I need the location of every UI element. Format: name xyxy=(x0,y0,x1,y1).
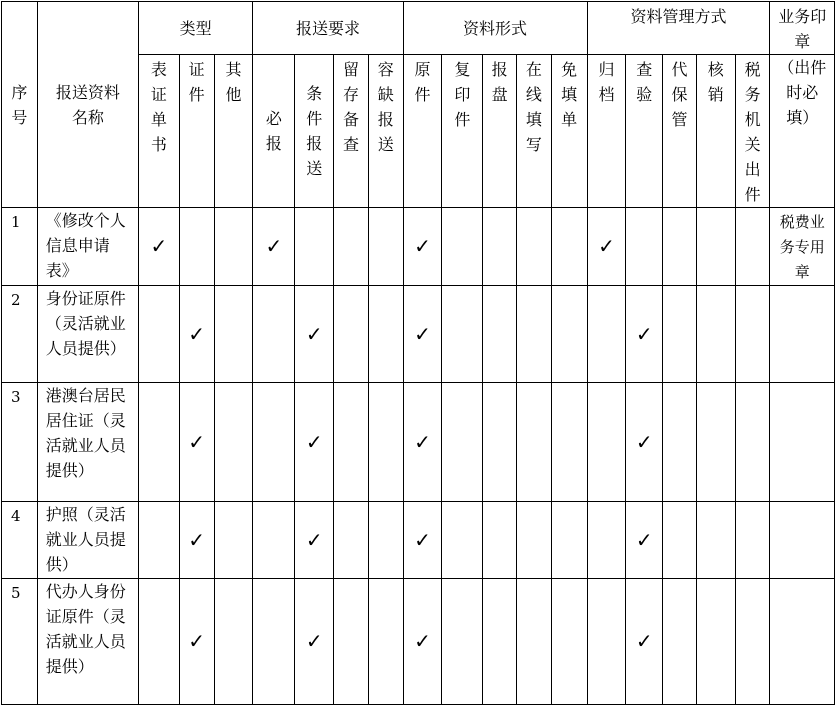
header-col-online: 在线填写 xyxy=(517,55,552,208)
header-req-group: 报送要求 xyxy=(253,2,403,55)
row-name: 代办人身份证原件（灵活就业人员提供） xyxy=(37,579,138,705)
check-mark: ✓ xyxy=(403,286,442,383)
check-mark: ✓ xyxy=(179,383,214,502)
header-type-group: 类型 xyxy=(138,2,252,55)
table-row xyxy=(2,502,835,579)
header-col-retain: 留存备查 xyxy=(334,55,369,208)
check-mark: ✓ xyxy=(179,579,214,705)
header-seq: 序号 xyxy=(2,2,38,208)
header-col-original: 原件 xyxy=(403,55,442,208)
materials-table xyxy=(1,1,835,705)
check-mark: ✓ xyxy=(587,208,626,286)
check-mark: ✓ xyxy=(295,502,334,579)
row-stamp xyxy=(770,579,835,705)
check-mark: ✓ xyxy=(138,208,179,286)
check-mark: ✓ xyxy=(179,286,214,383)
table-row xyxy=(2,208,835,286)
header-col-nofill: 免填单 xyxy=(551,55,587,208)
check-mark: ✓ xyxy=(626,286,663,383)
header-col-required: 必报 xyxy=(253,55,295,208)
check-mark: ✓ xyxy=(295,383,334,502)
check-mark: ✓ xyxy=(403,502,442,579)
table-row xyxy=(2,579,835,705)
header-col-certificate: 证件 xyxy=(179,55,214,208)
row-name: 《修改个人信息申请表》 xyxy=(37,208,138,286)
row-name: 身份证原件（灵活就业人员提供） xyxy=(37,286,138,383)
check-mark: ✓ xyxy=(403,383,442,502)
row-seq: 4 xyxy=(2,502,38,579)
header-col-copy: 复印件 xyxy=(442,55,483,208)
header-col-deficiency: 容缺报送 xyxy=(368,55,403,208)
row-name: 护照（灵活就业人员提供） xyxy=(37,502,138,579)
table-row xyxy=(2,286,835,383)
header-col-disk: 报盘 xyxy=(483,55,517,208)
header-form-group: 资料形式 xyxy=(403,2,587,55)
header-col-custody: 代保管 xyxy=(663,55,697,208)
check-mark: ✓ xyxy=(253,208,295,286)
table-row xyxy=(2,383,835,502)
row-seq: 5 xyxy=(2,579,38,705)
row-stamp xyxy=(770,383,835,502)
check-mark: ✓ xyxy=(403,579,442,705)
check-mark: ✓ xyxy=(626,502,663,579)
row-stamp xyxy=(770,286,835,383)
row-seq: 1 xyxy=(2,208,38,286)
header-col-form-doc: 表证单书 xyxy=(138,55,179,208)
header-col-other: 其他 xyxy=(214,55,253,208)
check-mark: ✓ xyxy=(626,383,663,502)
check-mark: ✓ xyxy=(179,502,214,579)
header-col-tax-issue: 税务机关出件 xyxy=(735,55,770,208)
row-seq: 3 xyxy=(2,383,38,502)
row-stamp xyxy=(770,502,835,579)
row-seq: 2 xyxy=(2,286,38,383)
header-col-conditional: 条件报送 xyxy=(295,55,334,208)
header-col-archive: 归档 xyxy=(587,55,626,208)
row-name: 港澳台居民居住证（灵活就业人员提供） xyxy=(37,383,138,502)
check-mark: ✓ xyxy=(626,579,663,705)
header-mgmt-group: 资料管理方式 xyxy=(587,2,770,55)
check-mark: ✓ xyxy=(295,579,334,705)
header-col-writeoff: 核销 xyxy=(696,55,735,208)
check-mark: ✓ xyxy=(403,208,442,286)
header-col-verify: 查验 xyxy=(626,55,663,208)
header-stamp-title: 业务印章 xyxy=(770,2,835,55)
row-stamp: 税费业务专用章 xyxy=(770,208,835,286)
check-mark: ✓ xyxy=(295,286,334,383)
header-name: 报送资料名称 xyxy=(37,2,138,208)
header-stamp-note: （出件时必填） xyxy=(770,55,835,208)
